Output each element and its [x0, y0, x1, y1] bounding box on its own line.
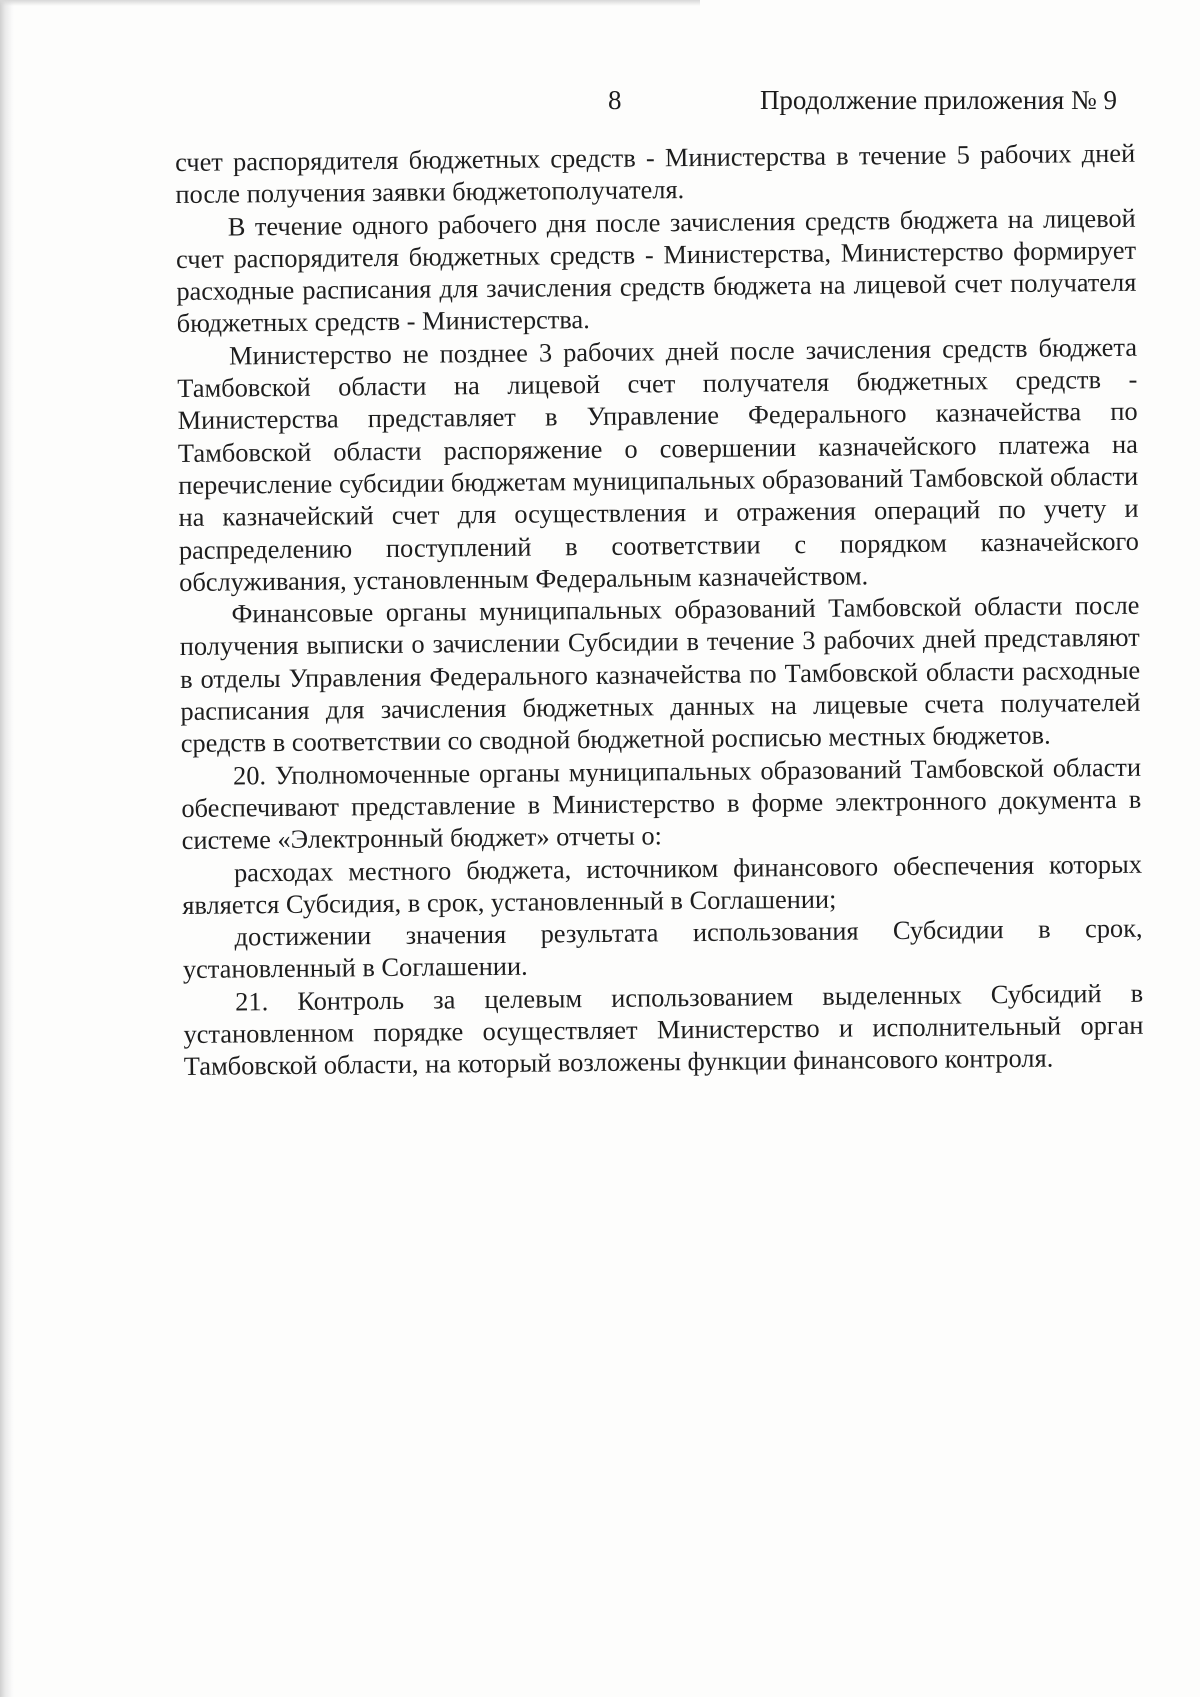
document-body: [175, 137, 1144, 1083]
paragraph-item-20-results: достижении значения результата использования Субсидии в срок, установленный в Соглашении.: [182, 912, 1143, 985]
scan-edge-shadow: [0, 0, 14, 1697]
paragraph-item-20: 20. Уполномоченные органы муниципальных образований Тамбовской области обеспечивают представление в Министерство в форме электронного документа в системе «Электронный бюджет» отчеты о:: [181, 751, 1142, 856]
paragraph-3: Министерство не позднее 3 рабочих дней после зачисления средств бюджета Тамбовской области на лицевой счет получателя бюджетных средств - Министерства представляет в Управление Федерального казначейства по Тамбовской области распоряжение о совершении казначейского платежа на перечисление субсидии бюджетам муниципальных образований Тамбовской области на казначейский счет для осуществления и отражения операций по учету и распределению поступлений в соответствии с порядком казначейского обслуживания, установленным Федеральным казначейством.: [177, 331, 1139, 597]
paragraph-4: Финансовые органы муниципальных образований Тамбовской области после получения выписки о зачислении Субсидии в течение 3 рабочих дней представляют в отделы Управления Федерального казначейства по Тамбовской области расходные расписания для зачисления бюджетных данных на лицевые счета получателей средств в соответствии со сводной бюджетной росписью местных бюджетов.: [179, 589, 1141, 759]
scan-top-shadow: [0, 0, 700, 6]
paragraph-item-21: 21. Контроль за целевым использованием выделенных Субсидий в установленном порядке осуществляет Министерство и исполнительный орган Тамбовской области, на который возложены функции финансового контроля.: [183, 977, 1144, 1082]
paragraph-2: В течение одного рабочего дня после зачисления средств бюджета на лицевой счет распорядителя бюджетных средств - Министерства, Министерство формирует расходные расписания для зачисления средств бюджета на лицевой счет получателя бюджетных средств - Министерства.: [175, 202, 1137, 339]
paragraph-item-20-expenses: расходах местного бюджета, источником финансового обеспечения которых является Субсидия, в срок, установленный в Соглашении;: [182, 848, 1143, 920]
paragraph-1: счет распорядителя бюджетных средств - Министерства в течение 5 рабочих дней после получения заявки бюджетополучателя.: [175, 137, 1136, 210]
page-header: [0, 85, 1200, 125]
appendix-continuation-label: Продолжение приложения № 9: [759, 85, 1117, 115]
page-number: 8: [608, 85, 622, 115]
